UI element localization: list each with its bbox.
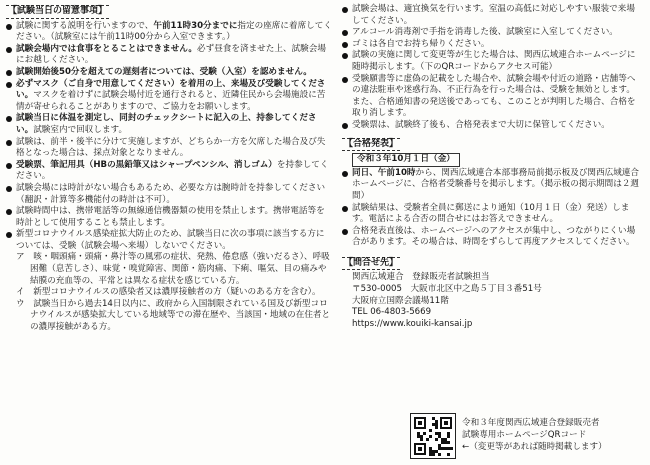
item-emphasis: 試験当日に体温を測定し、同封のチェックシートに記入の上、持参してください。 [16,113,317,135]
bullet-icon [342,229,348,235]
list-item [6,79,332,114]
list-item [6,160,332,183]
qr-caption-line: ←（変更等があれば随時掲載します） [462,442,607,452]
left-column [6,4,332,334]
list-item [342,168,642,203]
item-text: 試験に関する説明を行いますので、 [16,20,154,31]
bullet-icon [6,163,12,169]
item-text: 試験会場は、適宜換気を行います。室温の高低に対応しやすい服装で来場してください。 [352,4,635,26]
qr-code-icon[interactable] [410,413,456,459]
item-emphasis: 午前11時30分までに [153,20,238,31]
item-emphasis: 試験開始後50分を超えての遅刻者については、受験（入室）を認めません。 [16,66,312,77]
bullet-icon [6,24,12,30]
bullet-icon [342,77,348,83]
covid-condition-item: ア 咳・咽頭痛・頭痛・鼻汁等の風邪の症状、発熱、倦怠感（強いだるさ）、呼吸困難（息苦しさ）、味覚・嗅覚障害、関節・筋肉痛、下痢、嘔気、目の痛みや結膜の充血等の、平常とは異なる症状を感じている方。 [16,252,330,286]
list-item [342,203,642,226]
bullet-icon [342,206,348,212]
covid-condition-item: ウ 試験当日から過去14日以内に、政府から入国制限されている国及び新型コロナウイルスが感染拡大している地域等での滞在歴や、当該国・地域の在住者との濃厚接触がある方。 [16,298,331,333]
results-list [342,168,642,249]
results-date: 令和３年10月１日（金） [352,153,460,167]
item-text: 指定の座席に着席してください。（試験室には午前11時00分から入室できます。） [16,20,332,43]
contact-line: 〒530-0005 大阪市北区中之島５丁目３番51号 [352,284,542,295]
list-item [6,206,332,229]
item-text: 試験は、前半・後半に分けて実施しますが、どちらか一方を欠席した場合及び失格となった場合は、採点対象となりません。 [16,136,326,159]
bullet-icon [6,47,12,53]
item-text: 試験会場には時計がない場合もあるため、必要な方は腕時計を持参してください（翻訳・計算等多機能付の時計は不可）。 [16,182,326,205]
bullet-icon [6,186,12,192]
results-heading: 【合格発表】 [342,138,400,152]
item-text: 受験願書等に虚偽の記載をした場合や、試験会場や付近の道路・店舗等への違法駐車や迷惑行為、不正行為を行った場合は、受験を無効とします。また、合格通知書の発送後であっても、このことが判明した場合、合格を取り消します。 [352,73,636,119]
exam-day-notes-list [6,21,332,253]
contact-line: 大阪府立国際会議場11階 [352,295,449,306]
bullet-icon [342,30,348,36]
qr-caption-line: 令和３年度関西広域連合登録販売者 [462,418,600,428]
right-column [342,4,642,330]
list-item [342,39,642,51]
bullet-icon [342,42,348,48]
qr-caption [462,417,642,453]
contact-heading: 【問合せ先】 [342,257,400,271]
list-item [342,50,642,73]
bullet-icon [6,116,12,122]
covid-conditions-list [6,252,332,333]
venue-notes-list [342,4,642,132]
list-item [342,4,642,27]
qr-caption-line: 試験専用ホームページQRコード [462,430,587,440]
item-emphasis: 試験会場内では食事をとることはできません。 [16,43,197,54]
item-text: から、関西広域連合本部事務局前掲示板及び関西広域連合ホームページに、合格者受験番号を掲示します。（掲示板の掲示期間は２週間） [352,167,640,201]
list-item [6,44,332,67]
contact-info [342,272,642,330]
exam-day-notes-heading: 【試験当日の留意事項】 [6,5,109,19]
bullet-icon [6,232,12,238]
bullet-icon [342,171,348,177]
bullet-icon [342,53,348,59]
list-item [6,229,332,252]
list-item [6,137,332,160]
bullet-icon [6,140,12,146]
bullet-icon [6,70,12,76]
list-item [342,120,642,132]
list-item [342,27,642,39]
list-item [6,21,332,44]
list-item [6,67,332,79]
covid-condition-item: イ 新型コロナウイルスの感染者又は濃厚接触者の方（疑いのある方を含む）。 [16,287,321,298]
bullet-icon [6,82,12,88]
bullet-icon [342,7,348,13]
list-item [342,74,642,120]
item-text: アルコール消毒剤で手指を消毒した後、試験室に入室してください。 [352,27,618,38]
bullet-icon [342,123,348,129]
bullet-icon [6,209,12,215]
item-text: 試験時間中は、携帯電話等の無線通信機器類の使用を禁止します。携帯電話等を時計として使用することも禁止します。 [16,206,325,228]
item-text: 必ず昼食を済ませた上、試験会場にお越しください。 [16,43,326,66]
item-text: 受験票は、試験終了後も、合格発表まで大切に保管してください。 [352,119,610,130]
item-emphasis: 受験票、筆記用具（HBの黒鉛筆又はシャープペンシル、消しゴム） [16,159,277,170]
qr-section [410,413,642,463]
contact-line: 関西広域連合 登録販売者試験担当 [352,272,490,283]
item-emphasis: 同日、午前10時 [352,167,416,178]
item-emphasis: 必ずマスク（ご自身で用意してください）を着用の上、来場及び受験してください。 [16,78,326,101]
list-item [6,183,332,206]
item-text: を持参してください。 [16,159,329,182]
item-text: 合格発表直後は、ホームページへのアクセスが集中し、つながりにくい場合があります。その場合は、時間をずらして再度アクセスしてください。 [352,225,636,248]
item-text: 試験結果は、受験者全員に郵送により通知（10月１日（金）発送）します。電話による合否の問合せにはお答えできません。 [352,202,630,225]
item-text: ゴミは各自でお持ち帰りください。 [352,38,490,49]
contact-website-link[interactable]: https://www.kouiki-kansai.jp [352,318,473,329]
item-text: 試験室内で回収します。 [33,124,128,135]
item-text: マスクを着けずに試験会場付近を通行されると、近隣住民から会場施設に苦情が寄せられることがありますので、ご協力をお願いします。 [16,90,326,112]
item-text: 新型コロナウイルス感染症拡大防止のため、試験当日に次の事項に該当する方については、受験（試験会場へ来場）しないでください。 [16,229,325,251]
item-text: 試験の実施に関して変更等が生じた場合は、関西広域連合ホームページに随時掲示します。（下のQRコードからアクセス可能） [352,50,636,72]
list-item [6,113,332,136]
contact-line: TEL 06-4803-5669 [352,307,432,318]
list-item [342,226,642,249]
